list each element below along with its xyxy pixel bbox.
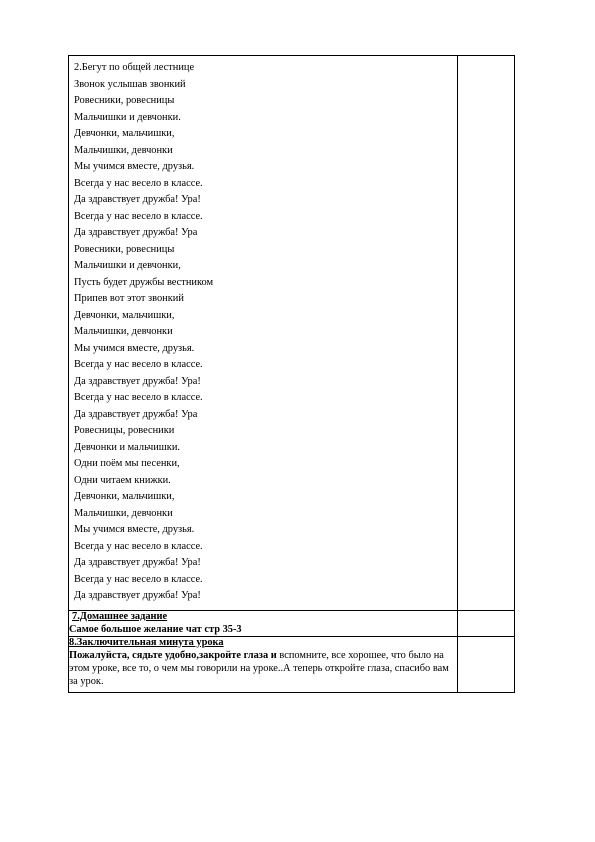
poem-line: Всегда у нас весело в классе. [74,210,203,222]
poem-line: Да здравствует дружба! Ура [74,408,198,420]
poem-line: Мы учимся вместе, друзья. [74,161,195,172]
poem-line: Да здравствует дружба! Ура! [74,590,201,601]
poem-line: Мальчишки, девчонки [74,507,173,519]
poem-line: Девчонки и мальчишки. [74,441,181,453]
poem-line: Девчонки, мальчишки, [74,309,175,321]
final-notes-cell [458,636,515,692]
poem-line: Всегда у нас весело в классе. [74,573,203,585]
poem-line: Девчонки, мальчишки, [74,491,175,502]
poem-cell [69,56,458,611]
homework-row [69,610,515,636]
final-cell [69,636,458,692]
poem-line: Девчонки, мальчишки, [74,128,175,139]
poem-line: Мальчишки, девчонки [74,326,173,337]
homework-cell [69,610,458,636]
poem-line: Всегда у нас весело в классе. [74,392,203,403]
poem-line: Мы учимся вместе, друзья. [74,342,195,354]
poem-line: 2.Бегут по общей лестнице [74,62,195,73]
final-title: 8.Заключительная минута урока [69,636,224,648]
poem-line: Ровесницы, ровесники [74,425,175,436]
poem-line: Да здравствует дружба! Ура [74,227,198,238]
poem-line: Припев вот этот звонкий [74,293,184,304]
poem-line: Звонок услышав звонкий [74,78,186,90]
poem-line: Да здравствует дружба! Ура! [74,557,201,568]
poem-line: Да здравствует дружба! Ура! [74,375,201,387]
homework-text: Самое большое желание чат стр 35-3 [69,623,242,635]
poem-row [69,56,515,611]
poem-line: Всегда у нас весело в классе. [74,540,203,552]
poem-line: Всегда у нас весело в классе. [74,359,203,370]
poem-line: Мальчишки и девчонки. [74,111,181,123]
poem-line: Мы учимся вместе, друзья. [74,524,195,535]
final-row [69,636,515,692]
lesson-table [68,55,515,693]
final-text [69,649,457,688]
poem-line: Мальчишки и девчонки, [74,260,181,271]
poem-line: Пусть будет дружбы вестником [74,276,214,288]
homework-title: 7.Домашнее задание [72,610,168,622]
homework-notes-cell [458,610,515,636]
poem-line: Мальчишки, девчонки [74,144,173,156]
poem-line: Ровесники, ровесницы [74,243,175,255]
poem-notes-cell [458,56,515,611]
poem-line: Одни читаем книжки. [74,474,171,486]
poem-line: Одни поём мы песенки, [74,458,180,469]
final-text-regular: вспомните, все хорошее, что было на этом уроке, все то, о чем мы говорили на уроке..А теперь откройте глаза, спасибо вам за урок. [69,649,449,687]
poem-line: Да здравствует дружба! Ура! [74,194,201,205]
poem-text [69,56,457,610]
poem-line: Всегда у нас весело в классе. [74,177,203,189]
poem-line: Ровесники, ровесницы [74,95,175,106]
final-text-bold: Пожалуйста, сядьте удобно,закройте глаза и [69,649,277,661]
